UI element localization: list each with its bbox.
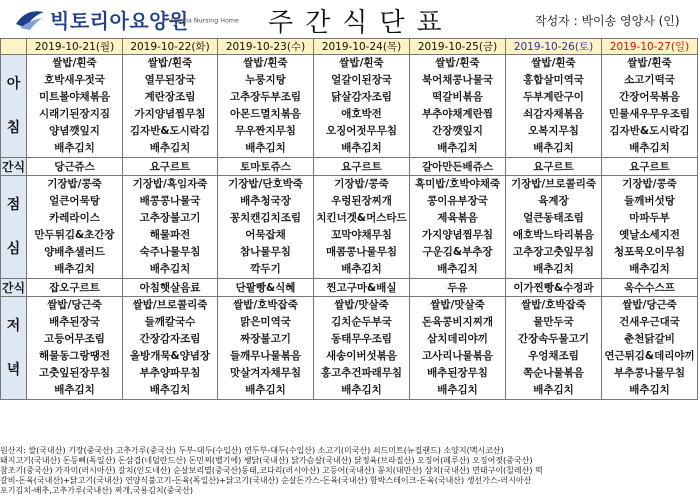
menu-item: 들깨버섯탕	[624, 195, 675, 207]
dinner-cell	[314, 297, 410, 400]
menu-item: 배추김치	[54, 263, 95, 275]
logo	[14, 4, 239, 34]
menu-item: 배추김치	[54, 384, 95, 396]
date-header: 2019-10-21(월)	[27, 39, 123, 55]
dinner-cell	[123, 297, 218, 400]
lunch-cell	[27, 176, 123, 279]
menu-item: 부추야채계란찜	[421, 108, 493, 120]
menu-item: 김자반&도시락김	[609, 125, 690, 137]
menu-item: 배추김치	[629, 142, 670, 154]
menu-item: 오징어젓무무침	[325, 125, 397, 137]
menu-item: 흑미밥/호박야채죽	[415, 178, 500, 190]
menu-item: 부추양파무침	[139, 367, 201, 379]
menu-item: 우엉채조림	[528, 350, 579, 362]
menu-item: 열무된장국	[144, 74, 196, 86]
date-row	[1, 39, 698, 55]
menu-item: 떡갈비볶음	[432, 91, 483, 103]
menu-item: 계란장조림	[144, 91, 196, 103]
snack-cell: 이가찐빵&수정과	[506, 279, 602, 297]
snack-cell: 요구르트	[314, 158, 410, 176]
origin-line: 갈비-돈육(국내산)+닭고기(국내산) 연양식불고기-돈육(독일산)+닭고기(국내산) 순살돈가스-돈육(국내산) 함박스테이크-돈육(국내산) 생선가스-러시아산	[0, 476, 532, 485]
menu-item: 호박새우젓국	[44, 74, 105, 86]
menu-item: 배추김치	[533, 263, 574, 275]
origin-notice	[0, 446, 697, 495]
menu-item: 쪽순나물볶음	[523, 367, 584, 379]
dinner-cell	[410, 297, 506, 400]
menu-item: 해물동그랑땡전	[38, 350, 110, 362]
menu-item: 배추김치	[341, 142, 382, 154]
menu-item: 쌀밥/흰죽	[52, 57, 97, 69]
menu-item: 새송이버섯볶음	[325, 350, 397, 362]
dinner-row	[1, 297, 698, 400]
origin-line: 참조기(중국산) 가자미(러시아산) 갈치(인도네산) 순살보리멸(중국산)동태,코다리(러시아산) 고등어(국내산) 꽁치(대만산) 삼치(국내산) 면태구이(칠레산) 떡	[0, 466, 543, 475]
menu-item: 닭살감자조림	[331, 91, 392, 103]
menu-item: 배추김치	[149, 142, 191, 154]
date-header: 2019-10-25(금)	[410, 39, 506, 55]
menu-item: 기장밥/콩죽	[622, 178, 677, 190]
menu-item: 매콤콩나물무침	[325, 246, 397, 258]
page-title: 주간식단표	[268, 8, 454, 38]
menu-item: 김치순두부국	[331, 316, 392, 328]
menu-item: 연근튀김&데리야끼	[604, 350, 695, 362]
menu-item: 들깨칼국수	[144, 316, 196, 328]
menu-item: 꽁치캔김치조림	[229, 212, 301, 224]
corner-cell	[1, 39, 27, 55]
menu-item: 쇠감자채볶음	[523, 108, 584, 120]
menu-item: 제육볶음	[437, 212, 478, 224]
menu-item: 마파두부	[629, 212, 670, 224]
menu-item: 배추김치	[341, 263, 382, 275]
menu-item: 옛날소세지전	[619, 229, 680, 241]
menu-item: 쌀밥/당근죽	[47, 299, 102, 311]
menu-item: 김자반&도시락김	[129, 125, 211, 137]
breakfast-cell	[27, 55, 123, 158]
menu-item: 간장감자조림	[139, 333, 201, 345]
meal-label-snack: 간식	[1, 279, 27, 297]
menu-item: 소고기떡국	[624, 74, 675, 86]
menu-item: 배추김치	[533, 384, 574, 396]
menu-item: 참나물무침	[240, 246, 291, 258]
page-header	[0, 0, 700, 38]
snack-cell: 잡오구르트	[27, 279, 123, 297]
morning-snack-row	[1, 158, 698, 176]
menu-item: 홍고추건파래무침	[320, 367, 403, 379]
menu-item: 배추김치	[437, 263, 478, 275]
meal-label-dinner: 저 녁	[1, 297, 27, 400]
menu-item: 고추장두부조림	[229, 91, 301, 103]
menu-item: 간장속두물고기	[517, 333, 589, 345]
menu-item: 청포묵오이무침	[613, 246, 685, 258]
snack-cell: 찐고구마&배실	[314, 279, 410, 297]
breakfast-cell	[602, 55, 698, 158]
logo-name: 빅토리아요양원	[50, 9, 189, 33]
date-header: 2019-10-23(수)	[218, 39, 314, 55]
menu-item: 배추김치	[437, 384, 478, 396]
breakfast-cell	[506, 55, 602, 158]
logo-subtitle: Victoria Nursing Home	[168, 17, 239, 25]
menu-item: 치킨너겟&머스타드	[316, 212, 407, 224]
menu-item: 고추장불고기	[139, 212, 201, 224]
lunch-cell	[506, 176, 602, 279]
menu-item: 간장깻잎지	[432, 125, 483, 137]
dinner-cell	[218, 297, 314, 400]
menu-item: 쌀밥/흰죽	[627, 57, 672, 69]
menu-item: 부추콩나물무침	[613, 367, 685, 379]
menu-item: 돈육콩비지찌개	[421, 316, 493, 328]
menu-item: 배추김치	[54, 142, 95, 154]
menu-item: 배콩콩나물국	[139, 195, 201, 207]
lunch-cell	[314, 176, 410, 279]
dinner-cell	[506, 297, 602, 400]
meal-label-breakfast: 아 침	[1, 55, 27, 158]
menu-item: 숙주나물무침	[139, 246, 201, 258]
menu-item: 맛살겨자채무침	[229, 367, 301, 379]
menu-item: 맑은미역국	[240, 316, 291, 328]
origin-line: 돼지고기(국내산) 돈등뼈(독일산) 돈삼겹(네덜란드산) 돈민찌(벨기에) 쌩닭(국내산) 닭가슴살(국내산) 닭정육(브라질산) 오징어(페루산) 오징어젓(중국산)	[0, 456, 533, 465]
menu-item: 쌀밥/흰죽	[435, 57, 480, 69]
afternoon-snack-row	[1, 279, 698, 297]
menu-item: 깍두기	[250, 263, 281, 275]
menu-item: 배추김치	[149, 384, 191, 396]
menu-item: 삼치데리야끼	[427, 333, 488, 345]
lunch-cell	[602, 176, 698, 279]
date-header-sunday: 2019-10-27(일)	[602, 39, 698, 55]
menu-item: 배추된장국	[49, 316, 100, 328]
menu-item: 쌀밥/호박잡죽	[521, 299, 586, 311]
menu-item: 배추김치	[245, 384, 286, 396]
menu-item: 동태무우조림	[331, 333, 392, 345]
lunch-cell	[218, 176, 314, 279]
menu-item: 고추장고춧잎무침	[512, 246, 595, 258]
menu-item: 배추김치	[437, 142, 478, 154]
menu-item: 기장밥/단호박죽	[228, 178, 303, 190]
menu-item: 춘천닭갈비	[624, 333, 675, 345]
menu-item: 누룽지탕	[245, 74, 286, 86]
menu-item: 얼갈이된장국	[331, 74, 392, 86]
breakfast-cell	[218, 55, 314, 158]
lunch-row	[1, 176, 698, 279]
menu-item: 양배추샐러드	[44, 246, 105, 258]
snack-cell: 요구르트	[506, 158, 602, 176]
logo-icon	[14, 6, 46, 32]
meal-label-lunch: 점 심	[1, 176, 27, 279]
breakfast-cell	[123, 55, 218, 158]
snack-cell: 요구르트	[123, 158, 218, 176]
menu-item: 민물새우무우조림	[608, 108, 691, 120]
menu-item: 아몬드멸치볶음	[229, 108, 301, 120]
menu-item: 오복지무침	[528, 125, 579, 137]
menu-item: 쌀밥/맛살죽	[334, 299, 389, 311]
menu-item: 만두튀김&초간장	[34, 229, 115, 241]
breakfast-row	[1, 55, 698, 158]
menu-item: 쌀밥/흰죽	[339, 57, 384, 69]
breakfast-cell	[410, 55, 506, 158]
menu-item: 고춧잎된장무침	[38, 367, 110, 379]
menu-item: 배추김치	[149, 263, 191, 275]
snack-cell: 옥수수스프	[602, 279, 698, 297]
menu-item: 양념깻잎지	[49, 125, 100, 137]
menu-item: 배추된장무침	[427, 367, 488, 379]
menu-item: 올방개묵&양념장	[129, 350, 211, 362]
menu-item: 고사리나물볶음	[421, 350, 493, 362]
menu-item: 간장어묵볶음	[619, 91, 680, 103]
menu-item: 무우짠지무침	[235, 125, 296, 137]
menu-item: 쌀밥/브로콜리죽	[132, 299, 208, 311]
menu-item: 쌀밥/흰죽	[243, 57, 288, 69]
menu-item: 얼큰동태조림	[523, 212, 584, 224]
menu-item: 배추청국장	[240, 195, 291, 207]
menu-item: 쌀밥/흰죽	[531, 57, 576, 69]
menu-item: 기장밥/콩죽	[47, 178, 102, 190]
menu-item: 꼬막야채무침	[331, 229, 392, 241]
date-header: 2019-10-24(목)	[314, 39, 410, 55]
date-header-saturday: 2019-10-26(토)	[506, 39, 602, 55]
menu-item: 얼큰어묵탕	[49, 195, 100, 207]
menu-item: 콩이유부장국	[427, 195, 488, 207]
menu-item: 배추김치	[245, 142, 286, 154]
menu-item: 쌀밥/당근죽	[622, 299, 677, 311]
author-line: 작성자 : 박이송 영양사 (인)	[535, 14, 680, 28]
lunch-cell	[410, 176, 506, 279]
menu-item: 미트볼야채볶음	[38, 91, 110, 103]
menu-item: 기장밥/흑임자죽	[132, 178, 208, 190]
menu-item: 쌀밥/호박잡죽	[233, 299, 298, 311]
origin-line: 포기김치-배추,고추가루(국내산) 찌개,국용김치(중국산)	[0, 486, 194, 495]
lunch-cell	[123, 176, 218, 279]
snack-cell: 두유	[410, 279, 506, 297]
menu-item: 건새우근대국	[619, 316, 680, 328]
snack-cell: 아침햇살음료	[123, 279, 218, 297]
menu-item: 애호박느타리볶음	[512, 229, 595, 241]
origin-line: 원산지: 쌀(국내산) 기장(중국산) 고추가루(중국산) 두부-대두(수입산) 연두부-대두(수입산) 소고기(미국산) 쇠드미트(뉴질랜드) 소양지(멕시코산)	[0, 446, 504, 455]
menu-item: 어묵잡채	[245, 229, 286, 241]
dinner-cell	[602, 297, 698, 400]
menu-item: 시래기된장지짐	[38, 108, 110, 120]
menu-item: 육계장	[538, 195, 569, 207]
menu-item: 기장밥/콩죽	[334, 178, 389, 190]
menu-item: 물만두국	[533, 316, 574, 328]
menu-item: 기장밥/브로콜리죽	[511, 178, 596, 190]
menu-item: 홍합살미역국	[523, 74, 584, 86]
menu-item: 구운김&부추장	[422, 246, 493, 258]
menu-item: 배추김치	[341, 384, 382, 396]
menu-item: 배추김치	[629, 384, 670, 396]
menu-item: 들깨무나물볶음	[229, 350, 301, 362]
menu-item: 배추김치	[533, 142, 574, 154]
menu-item: 배추김치	[629, 263, 670, 275]
menu-item: 고등어무조림	[44, 333, 105, 345]
dinner-cell	[27, 297, 123, 400]
menu-item: 짜장불고기	[240, 333, 291, 345]
snack-cell: 갈아만든배쥬스	[410, 158, 506, 176]
menu-item: 가지양념찜무침	[421, 229, 493, 241]
menu-item: 쌀밥/맛살죽	[430, 299, 485, 311]
menu-item: 애호박전	[341, 108, 382, 120]
menu-item: 북어채콩나물국	[421, 74, 493, 86]
snack-cell: 요구르트	[602, 158, 698, 176]
weekly-menu-table	[0, 38, 698, 400]
date-header: 2019-10-22(화)	[123, 39, 218, 55]
menu-item: 우렁된장찌개	[331, 195, 392, 207]
meal-label-snack: 간식	[1, 158, 27, 176]
snack-cell: 당근쥬스	[27, 158, 123, 176]
menu-item: 쌀밥/흰죽	[147, 57, 193, 69]
menu-item: 두부계란구이	[523, 91, 584, 103]
menu-item: 해물파전	[149, 229, 191, 241]
menu-item: 카레라이스	[49, 212, 100, 224]
breakfast-cell	[314, 55, 410, 158]
snack-cell: 토마토쥬스	[218, 158, 314, 176]
menu-item: 가지양념찜무침	[134, 108, 206, 120]
snack-cell: 단팥빵&식혜	[218, 279, 314, 297]
